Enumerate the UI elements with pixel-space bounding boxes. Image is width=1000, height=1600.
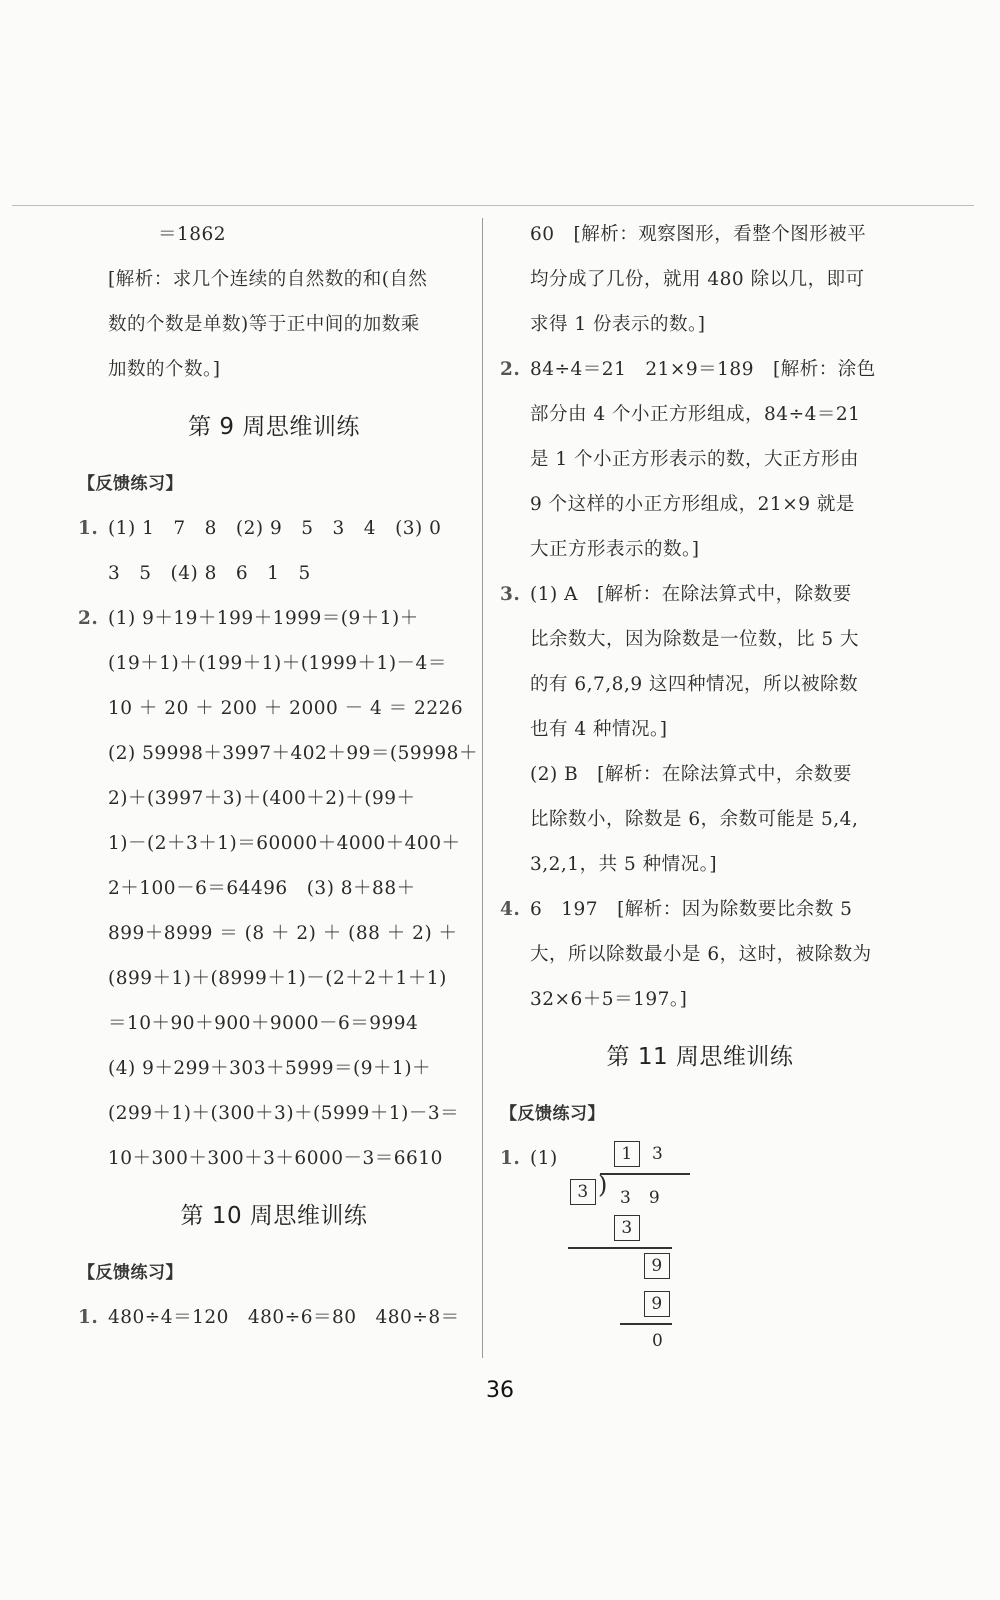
answer-line: 求得 1 份表示的数。] <box>530 314 706 335</box>
answer-line <box>78 596 470 641</box>
answer-line <box>78 1295 470 1340</box>
subtraction-line <box>620 1323 672 1325</box>
answer-line: (19＋1)＋(199＋1)＋(1999＋1)－4＝ <box>108 653 447 674</box>
answer-text: (1) A [解析：在除法算式中，除数要 <box>530 584 852 605</box>
answer-line: 9 个这样的小正方形组成，21×9 就是 <box>530 494 855 515</box>
answer-line: 比余数大，因为除数是一位数，比 5 大 <box>530 629 860 650</box>
long-division-diagram <box>500 1141 900 1371</box>
page-number: 36 <box>486 1378 514 1403</box>
step1-box: 3 <box>614 1215 640 1241</box>
answer-line: (299＋1)＋(300＋3)＋(5999＋1)－3＝ <box>108 1103 460 1124</box>
answer-line: (2) 59998＋3997＋402＋99＝(59998＋ <box>108 743 478 764</box>
step2-box: 9 <box>644 1253 670 1279</box>
answer-line: 2)＋(3997＋3)＋(400＋2)＋(99＋ <box>108 788 416 809</box>
answer-line <box>500 887 900 932</box>
item-number: 1. <box>78 518 99 539</box>
answer-line: (4) 9＋299＋303＋5999＝(9＋1)＋ <box>108 1058 432 1079</box>
top-rule <box>12 205 974 206</box>
answer-line: 数的个数是单数)等于正中间的加数乘 <box>108 314 420 335</box>
answer-line <box>500 347 900 392</box>
answer-line <box>78 506 470 551</box>
feedback-label: 【反馈练习】 <box>500 1104 605 1124</box>
division-bar <box>600 1173 690 1175</box>
answer-line: 部分由 4 个小正方形组成，84÷4＝21 <box>530 404 861 425</box>
answer-line: 1)－(2＋3＋1)＝60000＋4000＋400＋ <box>108 833 461 854</box>
answer-line: (2) B [解析：在除法算式中，余数要 <box>530 764 852 785</box>
answer-line: 899＋8999 ＝ (8 ＋ 2) ＋ (88 ＋ 2) ＋ <box>108 923 458 944</box>
quotient-digit: 3 <box>652 1144 664 1164</box>
answer-line: 3,2,1，共 5 种情况。] <box>530 854 718 875</box>
answer-text: 480÷4＝120 480÷6＝80 480÷8＝ <box>108 1307 460 1328</box>
column-divider <box>482 218 483 1358</box>
answer-line: 60 [解析：观察图形，看整个图形被平 <box>530 224 867 245</box>
item-number: 2. <box>78 608 99 629</box>
item-number: 1. <box>500 1148 521 1169</box>
answer-line: (899＋1)＋(8999＋1)－(2＋2＋1＋1) <box>108 968 447 989</box>
remainder: 0 <box>652 1331 664 1351</box>
section-heading-week9: 第 9 周思维训练 <box>188 414 360 440</box>
answer-line: 3 5 (4) 8 6 1 5 <box>108 563 311 584</box>
item-number: 2. <box>500 359 521 380</box>
answer-line <box>500 572 900 617</box>
answer-line: 10＋300＋300＋3＋6000－3＝6610 <box>108 1148 443 1169</box>
divisor-box: 3 <box>570 1179 596 1205</box>
item-number: 1. <box>78 1307 99 1328</box>
dividend: 3 9 <box>620 1188 661 1208</box>
item-number: 3. <box>500 584 521 605</box>
section-heading-week11: 第 11 周思维训练 <box>606 1044 794 1070</box>
answer-line: 均分成了几份，就用 480 除以几，即可 <box>530 269 865 290</box>
subtraction-line <box>568 1247 672 1249</box>
answer-text: (1) 9＋19＋199＋1999＝(9＋1)＋ <box>108 608 419 629</box>
answer-line: ＝10＋90＋900＋9000－6＝9994 <box>108 1013 419 1034</box>
right-column <box>500 212 900 1371</box>
left-column <box>78 212 478 1340</box>
answer-line: [解析：求几个连续的自然数的和(自然 <box>108 269 428 290</box>
item-number: 4. <box>500 899 521 920</box>
answer-text: 84÷4＝21 21×9＝189 [解析：涂色 <box>530 359 876 380</box>
answer-line: 32×6＋5＝197。] <box>530 989 688 1010</box>
section-heading-week10: 第 10 周思维训练 <box>180 1203 368 1229</box>
answer-line: 比除数小，除数是 6，余数可能是 5,4, <box>530 809 859 830</box>
answer-text: (1) <box>530 1148 558 1169</box>
answer-line: 是 1 个小正方形表示的数，大正方形由 <box>530 449 860 470</box>
feedback-label: 【反馈练习】 <box>78 1263 183 1283</box>
answer-line: 大正方形表示的数。] <box>530 539 700 560</box>
answer-line: 加数的个数。] <box>108 359 221 380</box>
division-bracket: ) <box>598 1171 608 1199</box>
answer-line: 也有 4 种情况。] <box>530 719 668 740</box>
answer-line: 的有 6,7,8,9 这四种情况，所以被除数 <box>530 674 858 695</box>
quotient-box: 1 <box>614 1141 640 1167</box>
answer-text: (1) 1 7 8 (2) 9 5 3 4 (3) 0 <box>108 518 442 539</box>
feedback-label: 【反馈练习】 <box>78 474 183 494</box>
answer-line: 2＋100－6＝64496 (3) 8＋88＋ <box>108 878 416 899</box>
answer-line: ＝1862 <box>158 224 227 245</box>
step3-box: 9 <box>644 1291 670 1317</box>
answer-text: 6 197 [解析：因为除数要比余数 5 <box>530 899 853 920</box>
answer-line: 10 ＋ 20 ＋ 200 ＋ 2000 － 4 ＝ 2226 <box>108 698 464 719</box>
answer-line: 大，所以除数最小是 6，这时，被除数为 <box>530 944 872 965</box>
